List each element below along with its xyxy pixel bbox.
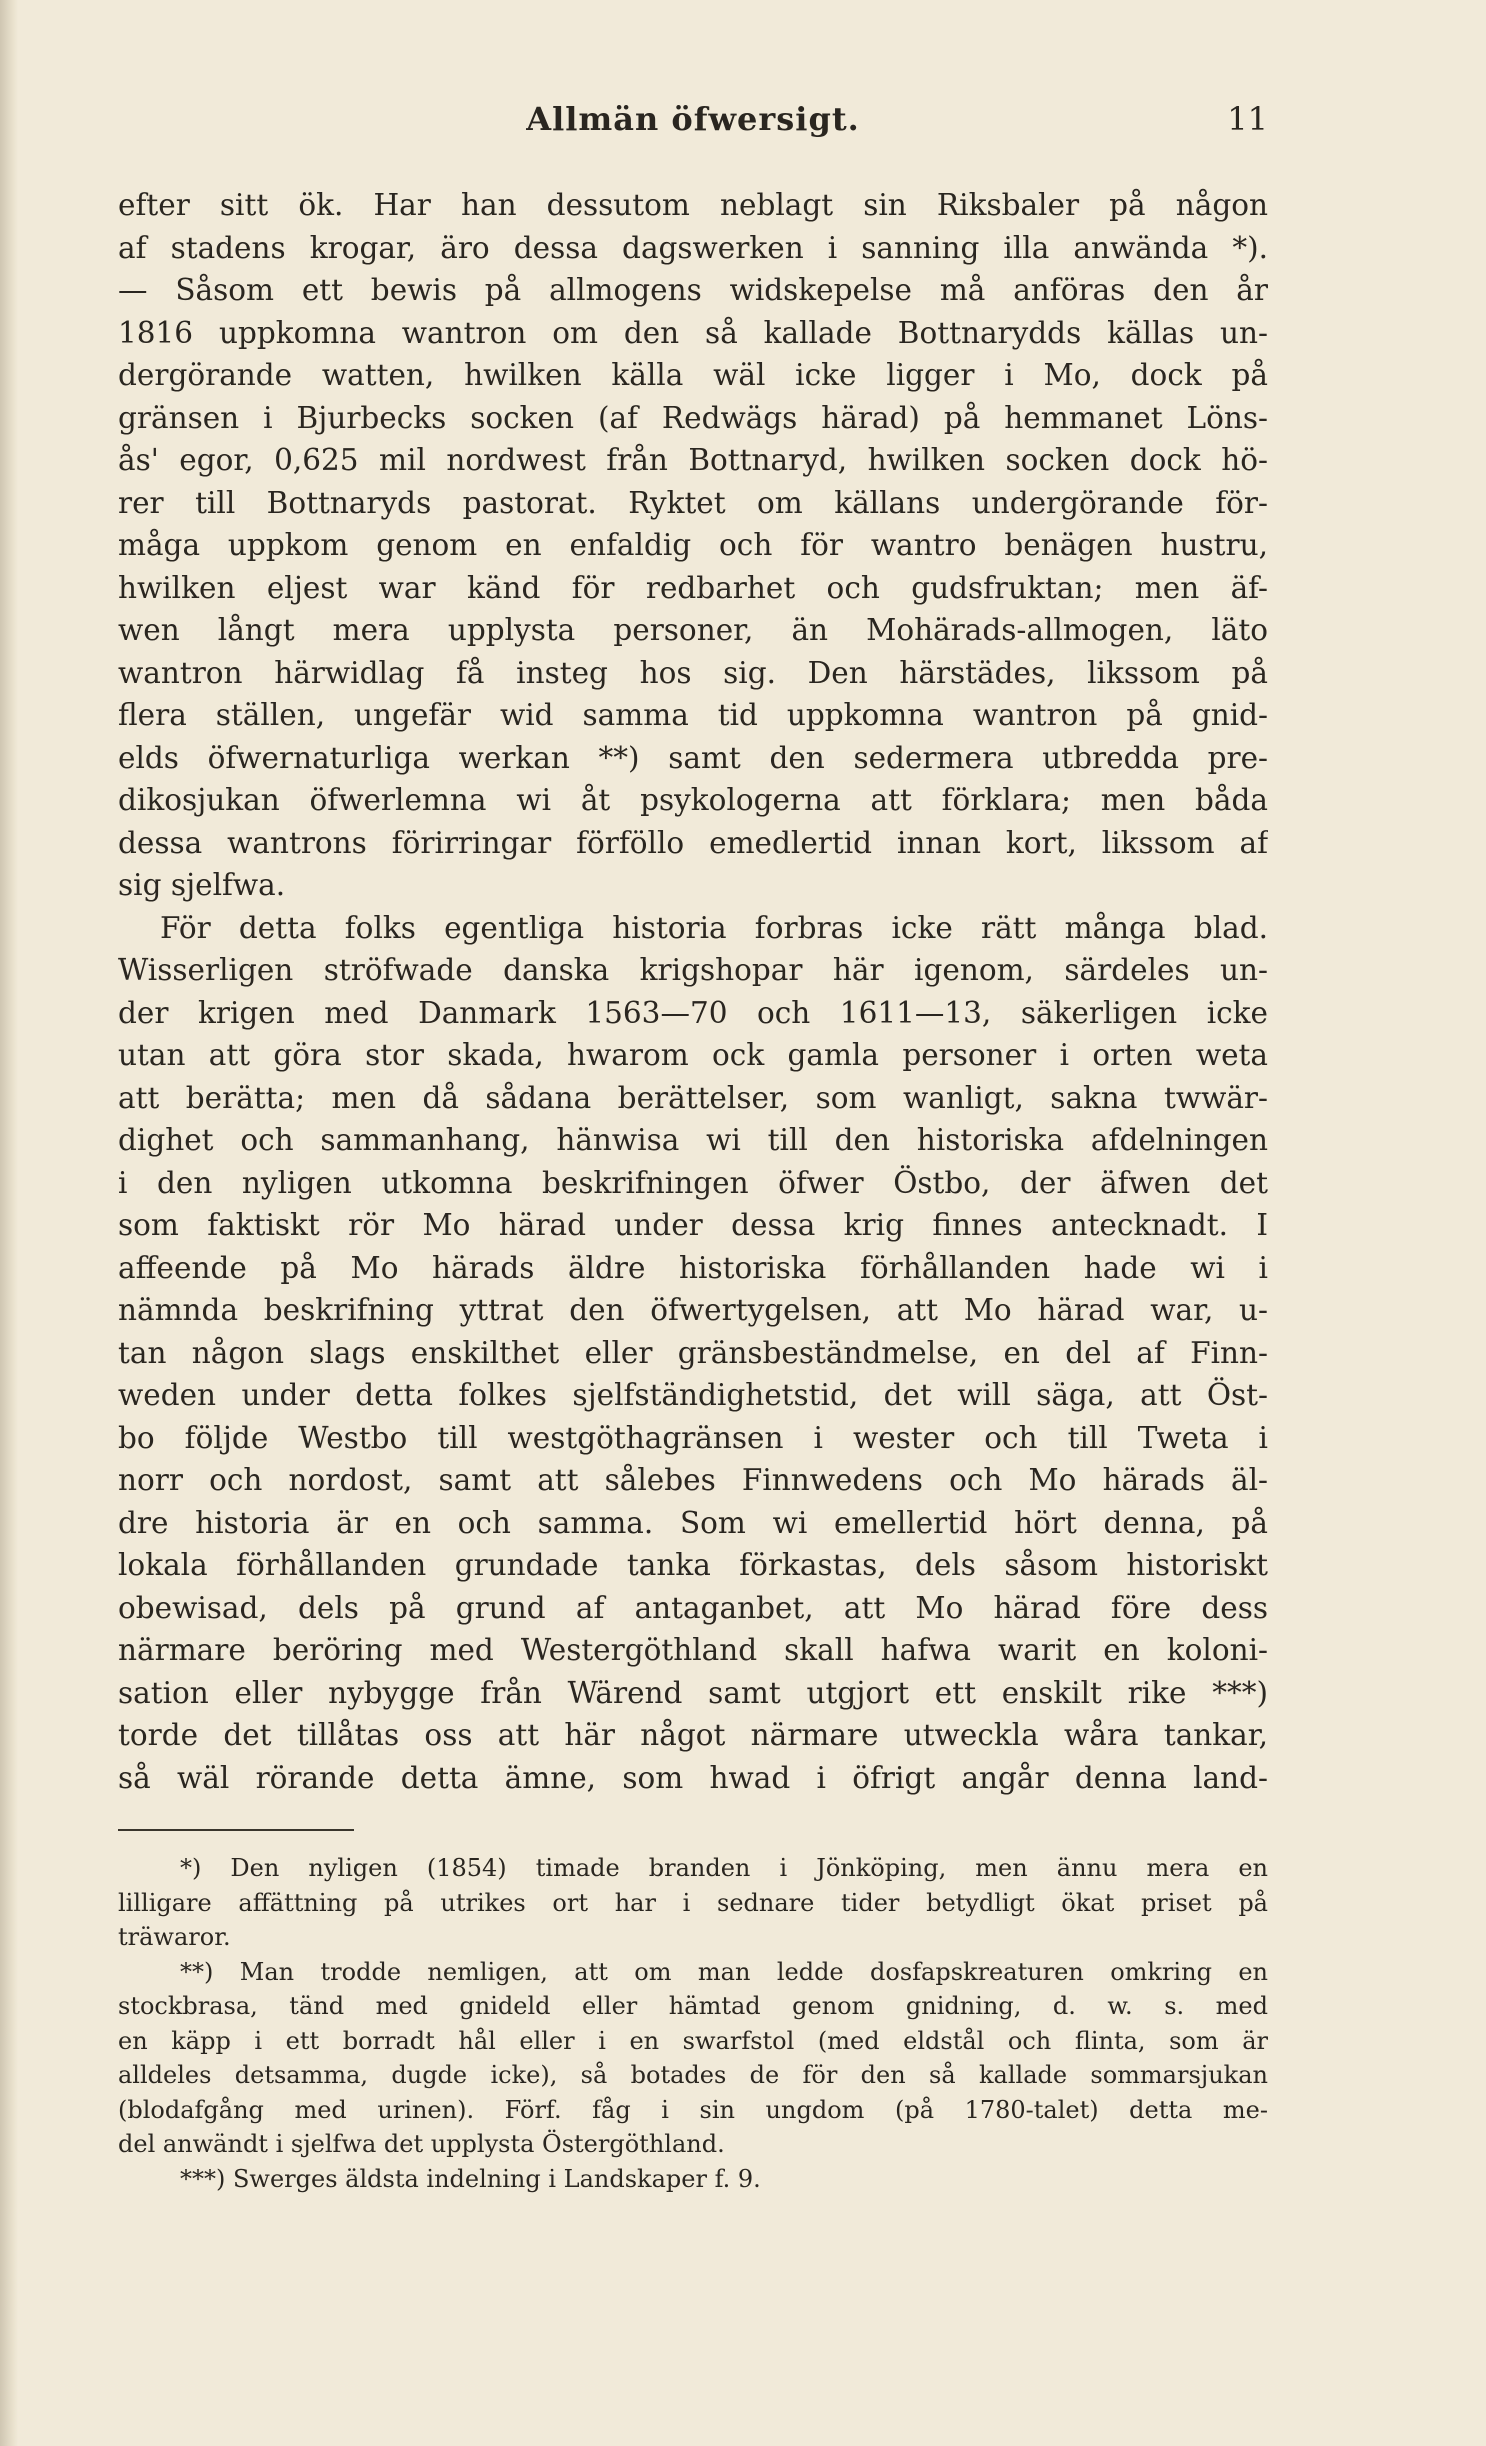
- text-line: norr och nordost, samt att sålebes Finnwedens och Mo härads äl-: [118, 1463, 1268, 1497]
- footnote-line: *) Den nyligen (1854) timade branden i Jönköping, men ännu mera en: [180, 1854, 1268, 1882]
- text-line: i den nyligen utkomna beskrifningen öfwer Östbo, der äfwen det: [118, 1165, 1268, 1200]
- text-line: sation eller nybygge från Wärend samt utgjort ett enskilt rike ***): [118, 1675, 1268, 1710]
- text-line: För detta folks egentliga historia forbras icke rätt många blad.: [160, 910, 1268, 945]
- text-line: dessa wantrons förirringar förföllo emedlertid innan kort, likssom af: [118, 825, 1268, 860]
- footnote-line: **) Man trodde nemligen, att om man ledde dosfapskreaturen omkring en: [180, 1957, 1268, 1986]
- running-head: [118, 100, 1268, 160]
- text-line: flera ställen, ungefär wid samma tid uppkomna wantron på gnid-: [118, 698, 1268, 732]
- text-line: gränsen i Bjurbecks socken (af Redwägs härad) på hemmanet Löns-: [118, 400, 1268, 435]
- text-line: tan någon slags enskilthet eller gränsbeständmelse, en del af Finn-: [118, 1335, 1268, 1370]
- book-page: [118, 100, 1268, 2196]
- text-line: elds öfwernaturliga werkan **) samt den sedermera utbredda pre-: [118, 740, 1268, 775]
- footnotes: [118, 1851, 1268, 2196]
- text-line: Wisserligen ströfwade danska krigshopar här igenom, särdeles un-: [118, 953, 1268, 987]
- footnote-line: lilligare affättning på utrikes ort har i sednare tider betydligt ökat priset på: [118, 1888, 1268, 1917]
- text-line: lokala förhållanden grundade tanka förkastas, dels såsom historiskt: [118, 1548, 1268, 1582]
- book-binding-edge: [0, 0, 18, 2446]
- text-line: dighet och sammanhang, hänwisa wi till den historiska afdelningen: [118, 1123, 1268, 1157]
- text-line: dergörande watten, hwilken källa wäl icke ligger i Mo, dock på: [118, 358, 1268, 392]
- text-line: sig sjelfwa.: [118, 868, 286, 902]
- footnote-line: (blodafgång med urinen). Förf. fåg i sin ungdom (på 1780-talet) detta me-: [118, 2095, 1268, 2124]
- text-line: dikosjukan öfwerlemna wi åt psykologerna att förklara; men båda: [118, 783, 1268, 817]
- footnote-line: alldeles detsamma, dugde icke), så botades de för den så kallade sommarsjukan: [118, 2061, 1268, 2089]
- text-line: wen långt mera upplysta personer, än Mohärads-allmogen, läto: [118, 613, 1268, 647]
- text-line: att berätta; men då sådana berättelser, som wanligt, sakna twwär-: [118, 1080, 1268, 1115]
- text-line: nämnda beskrifning yttrat den öfwertygelsen, att Mo härad war, u-: [118, 1293, 1268, 1327]
- footnote-line: träwaror.: [118, 1923, 231, 1951]
- text-line: som faktiskt rör Mo härad under dessa krig finnes antecknadt. I: [118, 1208, 1268, 1242]
- text-line: der krigen med Danmark 1563—70 och 1611—13, säkerligen icke: [118, 995, 1268, 1030]
- text-line: hwilken eljest war känd för redbarhet och gudsfruktan; men äf-: [118, 570, 1268, 605]
- text-line: så wäl rörande detta ämne, som hwad i öfrigt angår denna land-: [118, 1760, 1268, 1795]
- text-line: utan att göra stor skada, hwarom ock gamla personer i orten weta: [118, 1038, 1268, 1072]
- text-line: wantron härwidlag få insteg hos sig. Den härstädes, likssom på: [118, 655, 1268, 690]
- text-line: obewisad, dels på grund af antaganbet, att Mo härad före dess: [118, 1590, 1268, 1625]
- text-line: måga uppkom genom en enfaldig och för wantro benägen hustru,: [118, 528, 1268, 562]
- text-line: efter sitt ök. Har han dessutom neblagt sin Riksbaler på någon: [118, 188, 1268, 222]
- page-number: 11: [1227, 100, 1268, 138]
- text-line: dre historia är en och samma. Som wi emellertid hört denna, på: [118, 1505, 1268, 1540]
- text-line: 1816 uppkomna wantron om den så kallade Bottnarydds källas un-: [118, 315, 1268, 350]
- footnote-rule: [118, 1829, 354, 1831]
- footnote-line: ***) Swerges äldsta indelning i Landskaper f. 9.: [180, 2164, 761, 2193]
- text-line: af stadens krogar, äro dessa dagswerken i sanning illa anwända *).: [118, 230, 1268, 265]
- text-line: weden under detta folkes sjelfständighetstid, det will säga, att Öst-: [118, 1378, 1268, 1412]
- body-text: [118, 184, 1268, 1799]
- text-line: närmare beröring med Westergöthland skall hafwa warit en koloni-: [118, 1633, 1268, 1667]
- text-line: — Såsom ett bewis på allmogens widskepelse må anföras den år: [118, 273, 1268, 307]
- footnote-line: del anwändt i sjelfwa det upplysta Östergöthland.: [118, 2130, 725, 2158]
- text-line: affeende på Mo härads äldre historiska förhållanden hade wi i: [118, 1250, 1268, 1285]
- text-line: ås' egor, 0,625 mil nordwest från Bottnaryd, hwilken socken dock hö-: [118, 443, 1268, 477]
- text-line: rer till Bottnaryds pastorat. Ryktet om källans undergörande för-: [118, 485, 1268, 520]
- footnote-line: stockbrasa, tänd med gnideld eller hämtad genom gnidning, d. w. s. med: [118, 1992, 1268, 2020]
- footnote-line: en käpp i ett borradt hål eller i en swarfstol (med eldstål och flinta, som är: [118, 2026, 1268, 2055]
- running-title: Allmän öfwersigt.: [526, 100, 860, 138]
- text-line: torde det tillåtas oss att här något närmare utweckla wåra tankar,: [118, 1718, 1268, 1752]
- text-line: bo följde Westbo till westgöthagränsen i wester och till Tweta i: [118, 1420, 1268, 1455]
